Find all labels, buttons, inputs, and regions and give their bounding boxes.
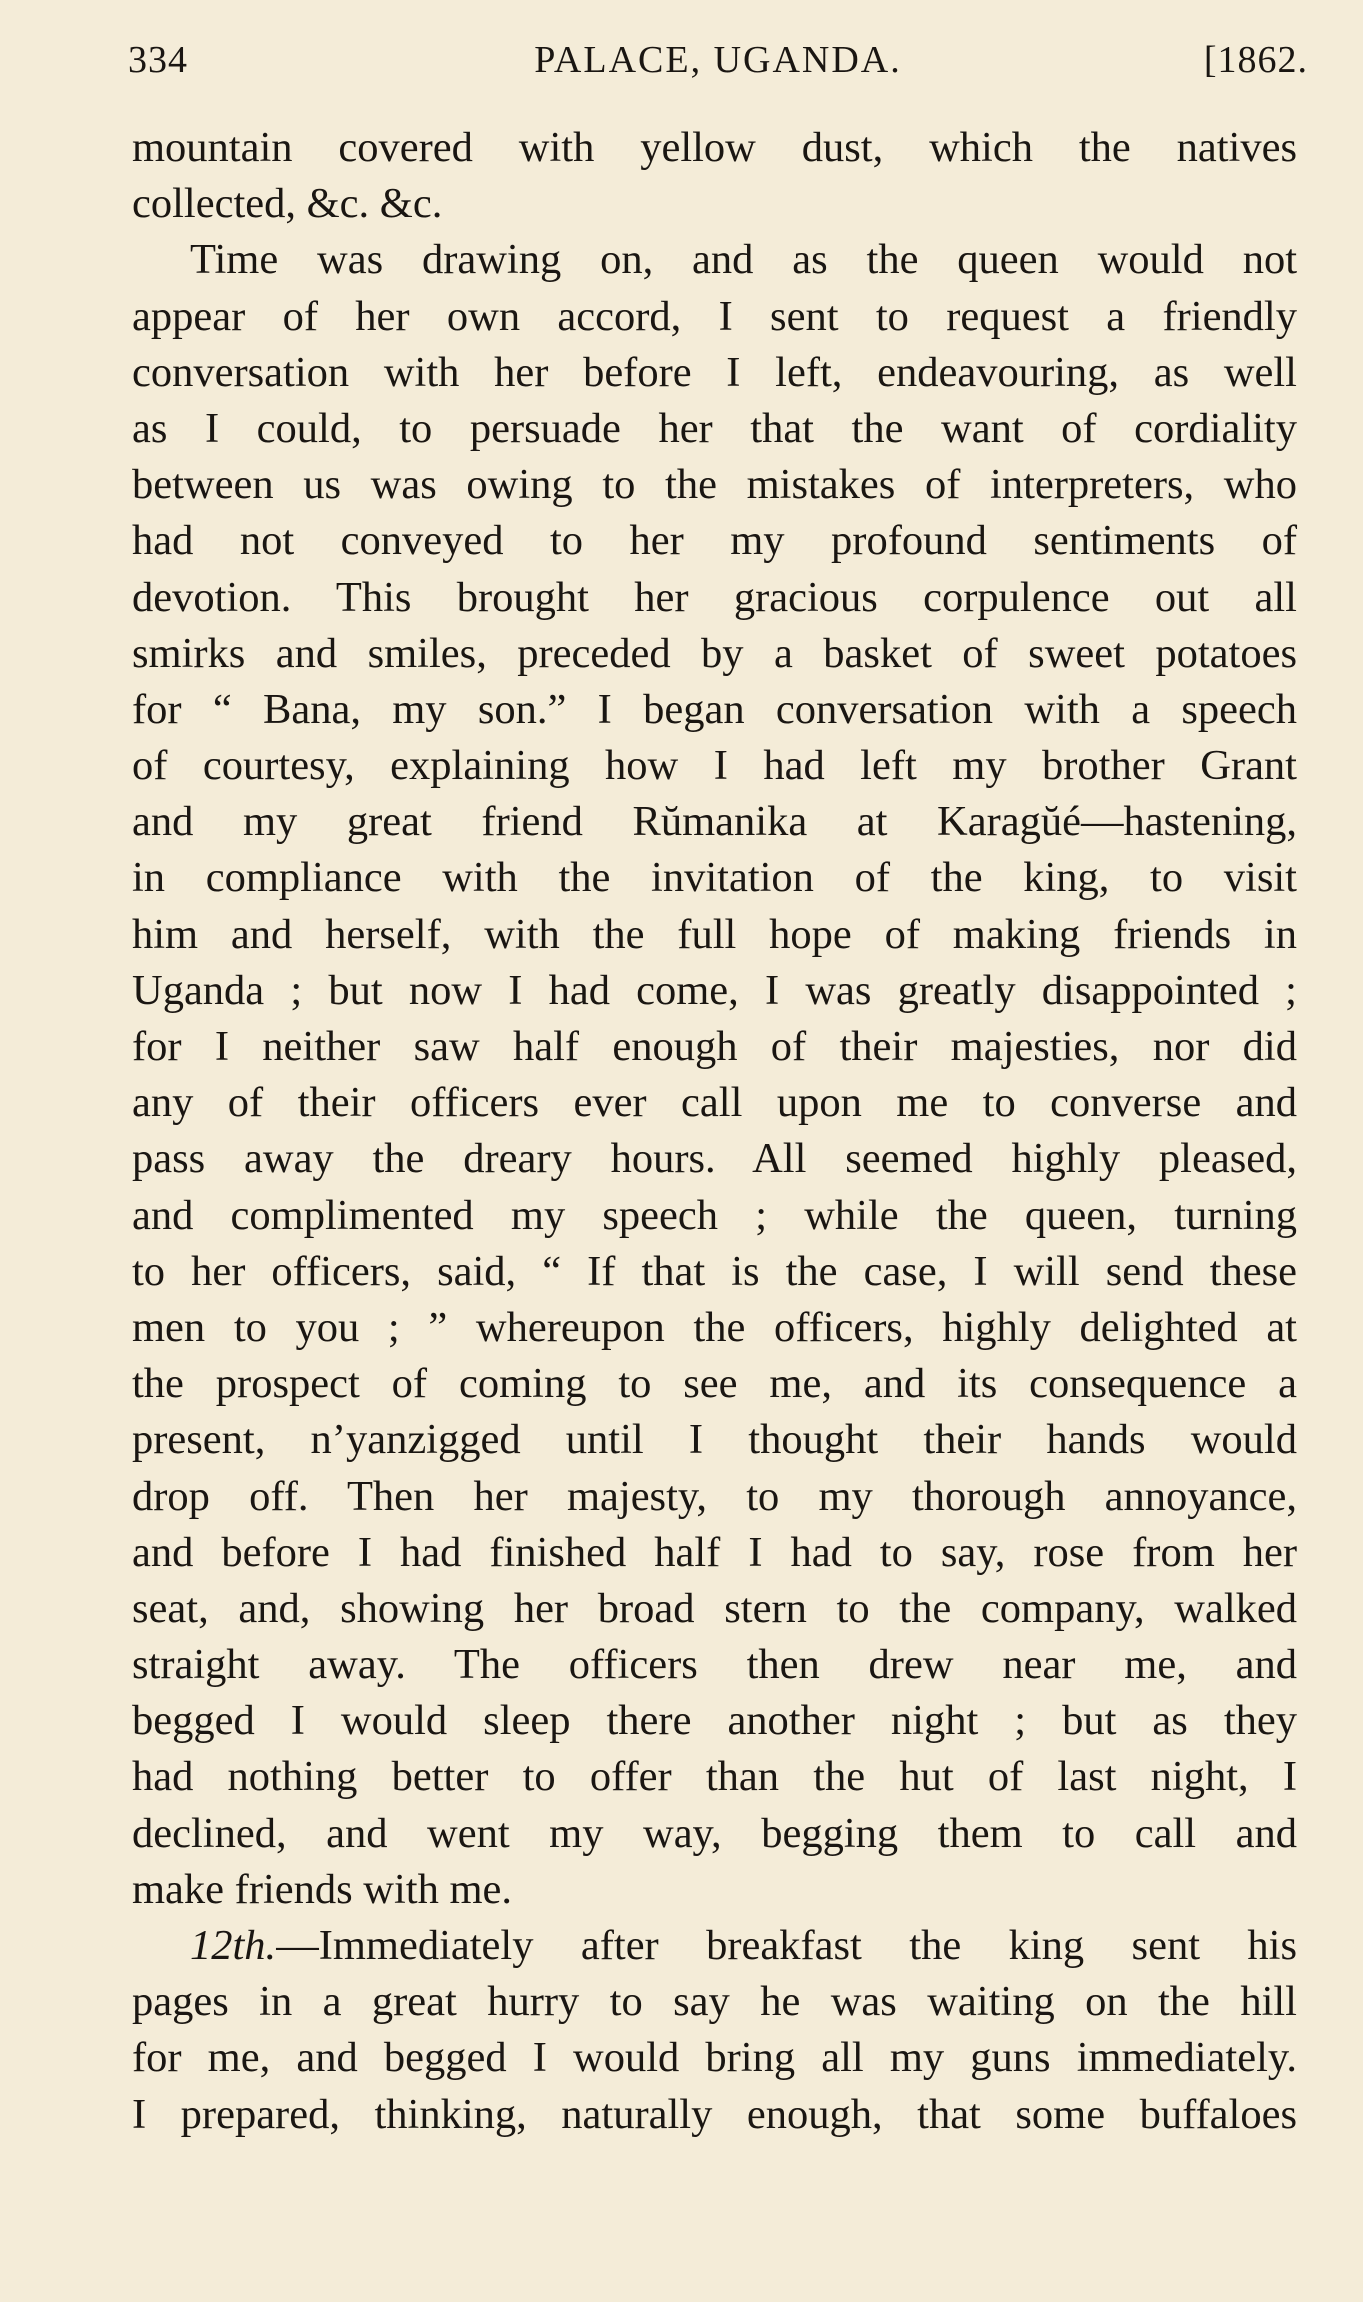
text-line: of courtesy, explaining how I had left my brother Grant (132, 742, 1297, 790)
text-line: present, n’yanzigged until I thought their hands would (132, 1416, 1297, 1464)
text-line: to her officers, said, “ If that is the case, I will send these (132, 1247, 1297, 1295)
page-number: 334 (128, 39, 188, 81)
text-line: begged I would sleep there another night ; but as they (132, 1697, 1297, 1745)
running-title: PALACE, UGANDA. (534, 39, 902, 81)
text-line: had nothing better to offer than the hut of last night, I (132, 1753, 1297, 1801)
text-line: and complimented my speech ; while the queen, turning (132, 1191, 1297, 1239)
running-year: [1862. (1203, 39, 1308, 81)
text-line: declined, and went my way, begging them to call and (132, 1809, 1297, 1857)
text-line: men to you ; ” whereupon the officers, highly delighted at (132, 1303, 1297, 1351)
text-line: drop off. Then her majesty, to my thorough annoyance, (132, 1472, 1297, 1520)
text-line: and my great friend Rŭmanika at Karagŭé—hastening, (132, 798, 1297, 846)
text-line: seat, and, showing her broad stern to the company, walked (132, 1584, 1297, 1632)
text-line: straight away. The officers then drew near me, and (132, 1641, 1297, 1689)
text-line: for “ Bana, my son.” I began conversation with a speech (132, 685, 1297, 733)
text-line: Uganda ; but now I had come, I was greatly disappointed ; (132, 966, 1297, 1014)
text-line: and before I had finished half I had to say, rose from her (132, 1528, 1297, 1576)
text-line: mountain covered with yellow dust, which the natives (132, 124, 1297, 171)
text-line-dated (132, 1918, 1297, 1974)
text-line-content: —Immediately after breakfast the king sent his (276, 1922, 1297, 1969)
text-line: pass away the dreary hours. All seemed highly pleased, (132, 1135, 1297, 1183)
text-line: devotion. This brought her gracious corpulence out all (132, 573, 1297, 621)
text-line: in compliance with the invitation of the king, to visit (132, 854, 1297, 902)
running-head (128, 38, 1308, 88)
text-line: pages in a great hurry to say he was waiting on the hill (132, 1978, 1297, 2026)
date-marker: 12th. (190, 1922, 277, 1969)
text-line: collected, &c. &c. (132, 180, 443, 228)
text-line: for I neither saw half enough of their majesties, nor did (132, 1023, 1297, 1070)
text-line: him and herself, with the full hope of making friends in (132, 910, 1297, 958)
text-line: Time was drawing on, and as the queen would not (190, 236, 1297, 284)
text-line: any of their officers ever call upon me to converse and (132, 1079, 1297, 1127)
text-line: smirks and smiles, preceded by a basket of sweet potatoes (132, 629, 1297, 677)
text-line: had not conveyed to her my profound sentiments of (132, 517, 1297, 565)
text-line: appear of her own accord, I sent to request a friendly (132, 292, 1297, 340)
text-line: the prospect of coming to see me, and its consequence a (132, 1360, 1297, 1408)
text-line: I prepared, thinking, naturally enough, that some buffaloes (132, 2090, 1297, 2138)
text-line: conversation with her before I left, endeavouring, as well (132, 348, 1297, 396)
text-line: make friends with me. (132, 1865, 513, 1913)
text-line: as I could, to persuade her that the want of cordiality (132, 404, 1297, 452)
text-line: for me, and begged I would bring all my guns immediately. (132, 2034, 1297, 2082)
body-text (132, 120, 1297, 2143)
text-line: between us was owing to the mistakes of interpreters, who (132, 461, 1297, 509)
